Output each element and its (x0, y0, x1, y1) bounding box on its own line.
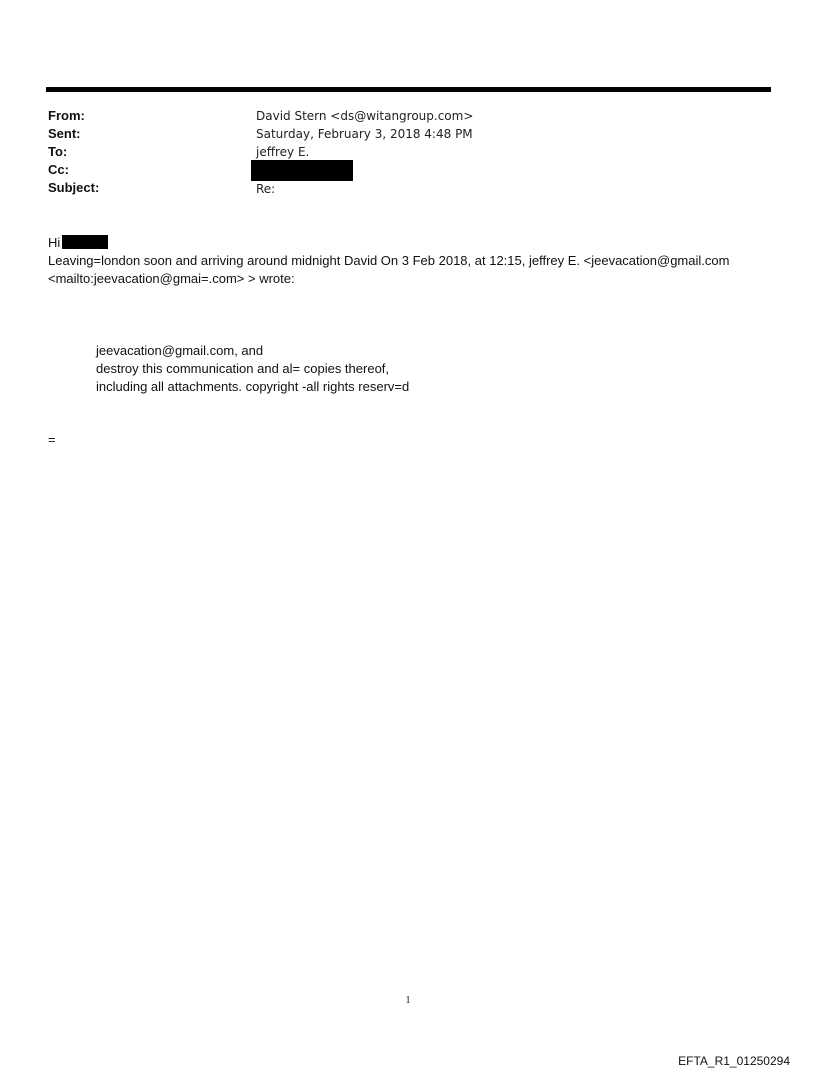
subject-label: Subject: (48, 180, 100, 195)
quoted-line-2: destroy this communication and al= copies thereof, (96, 361, 390, 376)
document-id: EFTA_R1_01250294 (678, 1054, 790, 1068)
cc-label: Cc: (48, 162, 69, 177)
from-label: From: (48, 108, 85, 123)
trailing-equals: = (48, 432, 56, 447)
greeting-name-redaction (62, 235, 108, 249)
sent-label: Sent: (48, 126, 81, 141)
from-value: David Stern <ds@witangroup.com> (256, 109, 474, 123)
quoted-line-3: including all attachments. copyright -all rights reserv=d (96, 379, 410, 394)
to-label: To: (48, 144, 68, 159)
cc-redaction (251, 160, 353, 181)
to-value: jeffrey E. (256, 145, 310, 159)
quoted-line-1: jeevacation@gmail.com, and (96, 343, 264, 358)
greeting: Hi (48, 235, 61, 250)
subject-value: Re: (256, 182, 276, 196)
body-line-1: Leaving=london soon and arriving around midnight David On 3 Feb 2018, at 12:15, jeffrey E. <jeevacation@gmail.com (48, 253, 730, 268)
header-divider (46, 87, 771, 92)
sent-value: Saturday, February 3, 2018 4:48 PM (256, 127, 473, 141)
body-line-2: <mailto:jeevacation@gmai=.com> > wrote: (48, 271, 295, 286)
page-number: 1 (405, 995, 411, 1006)
